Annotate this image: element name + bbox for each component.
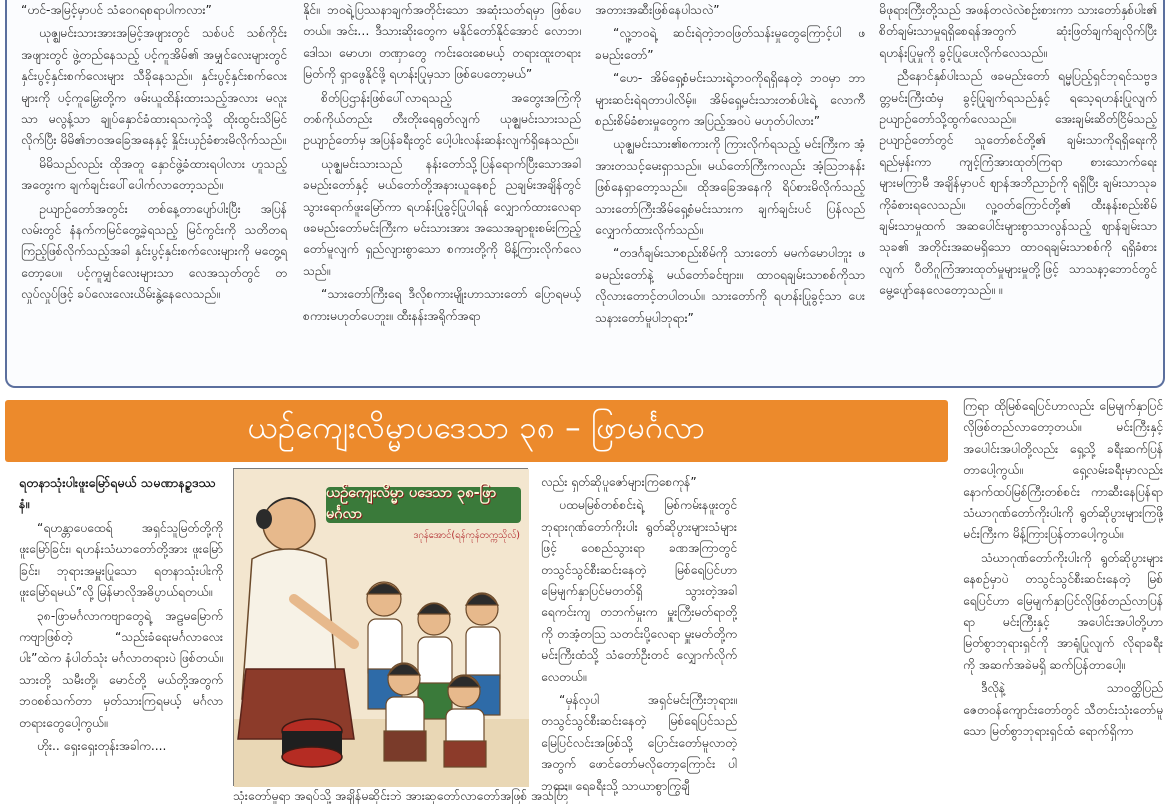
paragraph: စိတ်ပြဌာန်းဖြစ်ပေါ်လာရသည့် အတွေးအကြံကို တစ်ကိုယ်တည်း တီးတိုးရေရွတ်လျက် ယုဇ္ဈမင်းသားသည် ဥယျာဉ်တော်မှ အပြန်ခရီးတွင် ပေါ့ပါးလန်းဆန်းလျက်ရှိနေသည်။ — [303, 90, 581, 148]
paragraph: ကြရာ ထိုမြစ်ရေပြင်ဟာလည်း မြေမျက်နှာပြင်လိုဖြစ်တည်လာတော့တယ်။ မင်းကြီးနှင့် အပေါင်းအပါတို့လည်း ရှေ့သို့ ခရီးဆက်ပြန်တာပေါ့ကွယ်။ ရှေ့လမ်းခရီးမှာလည်း နောက်ထပ်မြစ်ကြီးတစ်စင်း ကာဆီးနေပြန်ရာ သံဃာဂုဏ်တော်ကိုးပါးကို ရွတ်ဆိုပွားများကြဖို့ မင်းကြီးက မိန့်ကြားပြန်တာပေါ့ကွယ်။ — [963, 399, 1163, 542]
article-column-4 — [879, 0, 1157, 384]
paragraph: “သားတော်ကြီးရေ ဒီလိုစကားမျိုးဟာသားတော် ပြောရမယ့်စကားမဟုတ်ပေဘူး။ ထီးနန်းအရိုက်အရာ — [303, 287, 581, 323]
paragraph: ညီနောင်နှစ်ပါးသည် ဖခမည်းတော် ရမ္မပြည့်ရှင်ဘုရင်သဗ္ဗဒတ္တမင်းကြီးထံမှ ခွင့်ပြုချက်ရသည်နှင့် ရသေ့ရဟန်းပြုလျက်ဥယျာဉ်တော်သို့ထွက်လေသည်။ အေးချမ်းဆိတ်ငြိမ်သည့် ဥယျာဉ်တော်တွင် သူတော်စင်တို့၏ ချမ်းသာကိုရရှိရေးကိုရည်မှန်းကာ ကျင့်ကြံအားထုတ်ကြရာ စားသောက်ရေး များမကြာမီ အချိန်မှာပင် ဈာန်အဘိညာဉ်ကို ရရှိပြီး ချမ်းသာသုခကိုခံစားရလေသည်။ လူ့ဝတ်ကြောင်တို့၏ ထီးနန်းစည်းစိမ်ချမ်းသာမှုထက် အဆပေါင်းများစွာသာလွန်သည့် ဈာန်ချမ်းသာသုခ၏ အတိုင်းအဆမရှိသော ထာဝရချမ်းသာစစ်ကို ရရှိခံစားလျက် ပီတိဂူကြံအားထုတ်မှုများမှုတို့ဖြင့် သာသနာ့ဘောင်တွင် မွေ့ပျော်နေလေတော့သည်။ ။ — [879, 69, 1157, 298]
paragraph: သံဃာဂုဏ်တော်ကိုးပါးကို ရွတ်ဆိုပွားများနေစဉ်မှာပဲ တသွင်သွင်စီးဆင်းနေတဲ့ မြစ်ရေပြင်ဟာ မြေမျက်နှာပြင်လိုဖြစ်တည်လာပြန်ရာ မင်းကြီးနှင့် အပေါင်းအပါတို့ဟာ မြတ်စွာဘုရားရှင်ကို အာရုံပြုလျက် လိုရာခရီးကို အဆက်အခဲမရှိ ဆက်ပြန်တာပေါ့။ — [963, 550, 1163, 672]
article-column-3 — [595, 0, 865, 384]
paragraph: ဥယျာဉ်တော်အတွင်း တစ်နေ့တာပျော်ပါးပြီး အပြန်လမ်းတွင် နံနက်ကမြင်တွေ့ခဲ့ရသည့် မြင်ကွင်းကို သတိတရကြည့်ဖြစ်လိုက်သည့်အခါ နှင်းပွင့်နှင်းစက်လေးများကို မတွေ့ရတော့ပေ။ ပင့်ကူမျှင်လေးများသာ လေအသုတ်တွင် တလှုပ်လှုပ်ဖြင့် ခပ်လေးလေးယိမ်းနွဲ့နေလေသည်။ — [21, 201, 287, 302]
paragraph: “ဟေ- အိမ်ရှေ့စံမင်းသားရဲ့ဘဝကိုရရှိနေတဲ့ ဘဝမှာ ဘာများဆင်းရဲရတာပါလိမ့်။ အိမ်ရှေ့မင်းသားတစ်ပါးရဲ့ လောကီစည်းစိမ်ခံစားမှုတွေက အပြည့်အဝပဲ မဟုတ်ပါလား” — [595, 71, 865, 129]
paragraph: ၃၈-ဖြာမင်္ဂလာကဗျာတွေရဲ့ အဠမမြောက်ကဗျာဖြစ်တဲ့ “သည်းခံရေးမင်္ဂလာလေးပါး”ထဲက နံပါတ်သုံး မင်္ဂလာတရားပဲ ဖြစ်တယ်။ သားတို့ သမီးတို့၊ မောင်တို့ မယ်တို့အတွက် ဘဝစစ်သက်တာ မှတ်သားကြရမယ့် မင်္ဂလာတရားတွေပေါ့ကွယ်။ — [19, 608, 223, 730]
paragraph: “လူ့ဘဝရဲ့ ဆင်းရဲတဲ့ဘဝဖြတ်သန်းမှုတွေကြောင့်ပါ ဖခမည်းတော်” — [595, 26, 865, 62]
article-title: ယဉ်ကျေးလိမ္မာပဒေသာ ၃၈ – ဖြာမင်္ဂလာ — [247, 410, 706, 446]
paragraph: ဟိုး.. ရှေးရှေးတုန်းအခါက.... — [37, 739, 167, 754]
previous-article-panel — [5, 0, 1165, 388]
article-column-2 — [303, 0, 581, 384]
paragraph: မိမိသည်လည်း ထိုအတူ နှောင်ဖွဲ့ခံထားရပါလား ဟူသည့်အတွေးက ချက်ချင်းပေါ်ပေါက်လာတော့သည်။ — [21, 156, 287, 193]
paragraph: ယုဇ္ဈမင်းသားအားအမြင့်အဖျားတွင် သစ်ပင် သစ်ကိုင်းအဖျားတွင် ဖွဲ့တည်နေသည့် ပင့်ကူအိမ်၏ အမျှင်လေးများတွင် နှင်းပွင့်နှင်းစက်လေးများ သီခိုနေသည်။ နှင်းပွင့်နှင်းစက်လေးများကို ပင့်ကူမြှေးတို့က ဖမ်းယူထိန်းထားသည့်အလား မလူးသာ မလွန့်သာ ချုပ်နှောင်ခံထားရသကဲ့သို့ ထိုးထွင်းသိမြင်လိုက်ပြီး မိမိ၏ဘဝအခြေအနေနှင့် နှိုင်းယှဉ်ခံစားမိလိုက်သည်။ — [21, 26, 287, 148]
paragraph: “ရဟန္တာပေထေရ် အရှင်သူမြတ်တို့ကို ဖူးမြော်ခြင်း၊ ရဟန်းသံဃာတော်တို့အား ဖူးမြော်ခြင်း၊ ဘုရားအမှူးပြုသော ရတနာသုံးပါးကို ဖူးမြော်ရမယ်”လို့ မြန်မာလိုအဓိပ္ပာယ်ရတယ်။ — [19, 521, 223, 600]
paragraph: မိဖုရားကြီးတို့သည် အဖန်တလဲလဲစဉ်းစားကာ သားတော်နှစ်ပါး၏ စိတ်ချမ်းသာမှုရရှိစေရန်အတွက် ဆုံးဖြတ်ချက်ချလိုက်ပြီး ရဟန်းပြုမှုကို ခွင့်ပြုပေးလိုက်လေသည်။ — [879, 3, 1157, 60]
paragraph: ဒီလိုနဲ့ သာဝတ္ထိပြည် ဇေတဝန်ကျောင်းတော်တွင် သီတင်းသုံးတော်မူသော မြတ်စွာဘုရားရှင်ထံ ရောက်ရှိကာ — [963, 681, 1163, 739]
article-lede: ရတနာသုံးပါးဖူးမြော်ရမယ် သမဏာနဉ္စဒဿနံ။ — [19, 475, 216, 511]
paragraph: “ဟင်-အမြင့်မှာပင် သံဝေဂရစရာပါကလား” — [21, 3, 212, 17]
paragraph: “တဒင်္ဂချမ်းသာစည်းစိမ်ကို သားတော် မမက်မောပါဘူး ဖခမည်းတော်နဲ့ မယ်တော်ခင်ဗျား။ ထာဝရချမ်းသာစစ်ကိုသာ လိုလားတောင့်တပါတယ်။ သားတော်ကို ရဟန်းပြုခွင့်သာ ပေးသနားတော်မူပါဘုရား” — [595, 246, 865, 325]
paragraph: အတားအဆီးဖြစ်နေပါသလဲ” — [595, 3, 720, 17]
illustration-caption-line: သုံးတော်မူရာ အရပ်သို့ အချိန်မဆိုင်းဘဲ အားဆုတော်လာတော်အဖြစ် အသဟြ — [233, 789, 568, 803]
article-column-2 — [541, 472, 941, 800]
illustration-title: ယဉ်ကျေးလိမ္မာ ပဒေသာ ၃၈-ဖြာ မင်္ဂလာ — [326, 487, 521, 523]
illustration-credit: ဒဂုန်အောင်(ရန်ကုန်တက္ကသိုလ်) — [413, 530, 520, 541]
article-column-1 — [19, 472, 223, 800]
paragraph: ယုဇ္ဈမင်းသားသည် နန်းတော်သို့ပြန်ရောက်ပြီးသောအခါ ခမည်းတော်နှင့် မယ်တော်တို့အနားယူနေစဉ် ညချမ်းအချိန်တွင် သွားရောက်ဖူးမြော်ကာ ရဟန်းပြုခွင့်ပြုပါရန် လျှောက်ထားလေရာ ဖခမည်းတော်မင်းကြီးက မင်းသားအား အသေအချာစူးစမ်းကြည့်တော်မူလျက် ရှည်လျားစွာသော စကားတို့ကို မိန့်ကြားလိုက်လေသည်။ — [303, 156, 581, 278]
article-column-3 — [963, 396, 1163, 800]
article-illustration — [233, 468, 528, 786]
current-article — [5, 396, 1165, 803]
paragraph: ယုဇ္ဈမင်းသား၏စကားကို ကြားလိုက်ရသည့် မင်းကြီးက အံ့အားတသင့်မေးရှာသည်။ မယ်တော်ကြီးကလည်း အံ့သြဘနန်းဖြစ်နေရှာတော့သည်။ ထိုအခြေအနေကို ရိပ်စားမိလိုက်သည့် သားတော်ကြီးအိမ်ရှေ့စံမင်းသားက ချက်ချင်းပင် ပြန်လည်လျှောက်ထားလိုက်သည်။ — [595, 137, 865, 238]
article-banner — [5, 400, 948, 462]
paragraph: လည်း ရှတ်ဆိုပူဇော်များကြစေကုန်” — [541, 475, 697, 489]
paragraph: “မှန်လှပါ အရှင်မင်းကြီးဘုရား။ တသွင်သွင်စီးဆင်းနေတဲ့ မြစ်ရေပြင်သည် မြေပြင်လင်းအဖြစ်သို့ ပြောင်းတော်မူလာတဲ့အတွက် ဖောင်တော်မလိုတော့ကြောင်း ပါဘုရား။ ရေခရီးသို့ သာယာစွာကြွချီ — [541, 693, 737, 793]
paragraph: နိုင်။ ဘဝရဲ့ပြဿနာချက်အတိုင်းသော အဆုံးသတ်ရမှာ ဖြစ်ပေတယ်။ အင်း… ဒီသားဆိုးတွေက မနိုင်တော်နိုင်အောင် လောဘ၊ ဒေါသ၊ မောဟ၊ တဏှာတွေ ကင်းဝေးစေမယ့် တရားထူးတရားမြတ်ကို ရှာဖွေနိုင်ဖို့ ရဟန်းပြုမှသာ ဖြစ်ပေတော့မယ်” — [303, 3, 581, 82]
article-column-1 — [21, 0, 287, 384]
paragraph: ပထမမြစ်တစ်စင်းရဲ့ မြစ်ကမ်းနဖူးတွင် ဘုရားဂုဏ်တော်ကိုးပါး ရွတ်ဆိုပွားများသံများဖြင့် ဝေစည်သွားရာ ခဏအကြာတွင် တသွင်သွင်စီးဆင်းနေတဲ့ မြစ်ရေပြင်ဟာ မြေမျက်နှာပြင်မတတ်ရှိ သွားတဲ့အခါ ရေကင်းကျ တဘက်မှုးက မှူးကြီးမတ်ရာတို့ကို တအံ့တသြ သတင်းပို့လေရာ မှူးမတ်တို့ကမင်းကြီးထံသို့ သံတော်ဦးတင် လျှောက်လိုက်လေတယ်။ — [541, 498, 737, 684]
